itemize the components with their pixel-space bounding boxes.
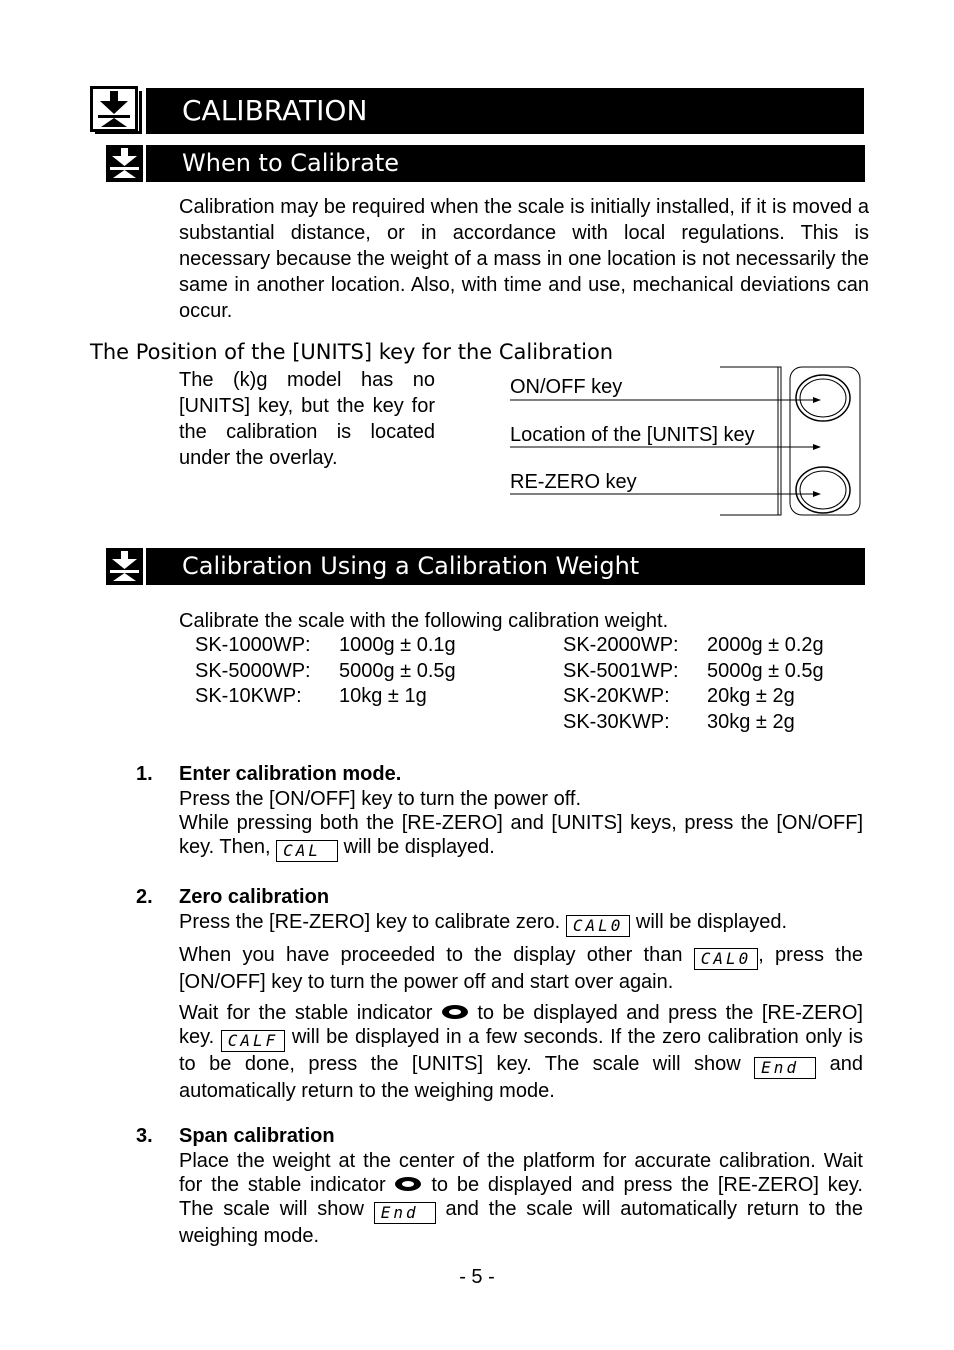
weight-row: SK-10KWP: 10kg ± 1g: [195, 685, 427, 707]
step-3-title: Span calibration: [179, 1125, 335, 1147]
weights-intro: Calibrate the scale with the following calibration weight.: [179, 610, 669, 632]
weights-left-list: [195, 633, 456, 710]
lcd-cal0-display: CAL0: [694, 948, 759, 970]
when-heading: When to Calibrate: [182, 149, 400, 177]
lcd-cal0-display: CAL0: [566, 915, 631, 937]
step-3-body: Place the weight at the center of the platform for accurate calibration. Wait for the stable indicator to be displayed and press the [RE-ZERO] key. The scale will show End and the scale will automatically return to the weighing mode.: [179, 1150, 863, 1247]
weight-row: SK-2000WP: 2000g ± 0.2g: [563, 634, 824, 656]
step-1-line1: Press the [ON/OFF] key to turn the power off.: [179, 788, 582, 810]
weight-row: SK-30KWP: 30kg ± 2g: [563, 710, 795, 733]
calibration-heading-bar: [146, 88, 864, 134]
weight-section-icon: [106, 548, 143, 585]
stable-indicator-icon: [441, 1004, 469, 1020]
stable-indicator-icon: [394, 1176, 422, 1192]
step-1-body: [179, 787, 863, 862]
step-2-p2: When you have proceeded to the display other than CAL0 , press the [ON/OFF] key to turn the power off and start over again.: [179, 944, 863, 993]
units-key-label: Location of the [UNITS] key: [510, 424, 755, 446]
calibration-section-icon: [89, 85, 143, 135]
page-number: - 5 -: [459, 1266, 495, 1288]
lcd-cal-display: CAL: [276, 840, 338, 862]
lcd-end-display: End: [754, 1057, 816, 1079]
step-1-title: Enter calibration mode.: [179, 763, 402, 785]
step-3-number: 3.: [136, 1125, 153, 1147]
when-heading-bar: [146, 145, 865, 182]
onoff-key-label: ON/OFF key: [510, 376, 623, 398]
when-paragraph: Calibration may be required when the scale is initially installed, if it is moved a substantial distance, or in accordance with local regulations. This is necessary because the weight of a mass in one location is not necessarily the same in another location. Also, with time and use, mechanical deviations can occur.: [179, 196, 869, 322]
page-title: CALIBRATION: [182, 94, 368, 127]
weight-heading-bar: [146, 548, 865, 585]
weight-row: SK-5001WP: 5000g ± 0.5g: [563, 659, 824, 682]
weight-row: SK-1000WP: 1000g ± 0.1g: [195, 634, 456, 656]
weight-row: SK-20KWP: 20kg ± 2g: [563, 685, 795, 707]
step-1-line2: While pressing both the [RE-ZERO] and [UNITS] keys, press the [ON/OFF] key. Then, CAL will be displayed.: [179, 812, 863, 860]
step-1-number: 1.: [136, 763, 153, 785]
lcd-end-display: End: [374, 1202, 436, 1224]
rezero-key-label: RE-ZERO key: [510, 471, 637, 493]
when-section-icon: [106, 145, 143, 182]
weights-right-list: [563, 633, 824, 735]
step-2-p3: Wait for the stable indicator to be displayed and press the [RE-ZERO] key. CALF will be displayed in a few seconds. If the zero calibration only is to be done, press the [UNITS] key. The scale will show End and automatically return to the weighing mode.: [179, 1002, 863, 1102]
step-2-p1: Press the [RE-ZERO] key to calibrate zero. CAL0 will be displayed.: [179, 911, 788, 935]
lcd-calf-display: CALF: [221, 1030, 286, 1052]
weight-heading: Calibration Using a Calibration Weight: [182, 552, 640, 580]
weight-row: SK-5000WP: 5000g ± 0.5g: [195, 659, 456, 682]
units-key-paragraph: The (k)g model has no [UNITS] key, but the key for the calibration is located under the overlay.: [179, 369, 435, 469]
units-key-subheading: The Position of the [UNITS] key for the Calibration: [90, 340, 614, 364]
step-2-number: 2.: [136, 886, 153, 908]
step-2-title: Zero calibration: [179, 886, 330, 908]
